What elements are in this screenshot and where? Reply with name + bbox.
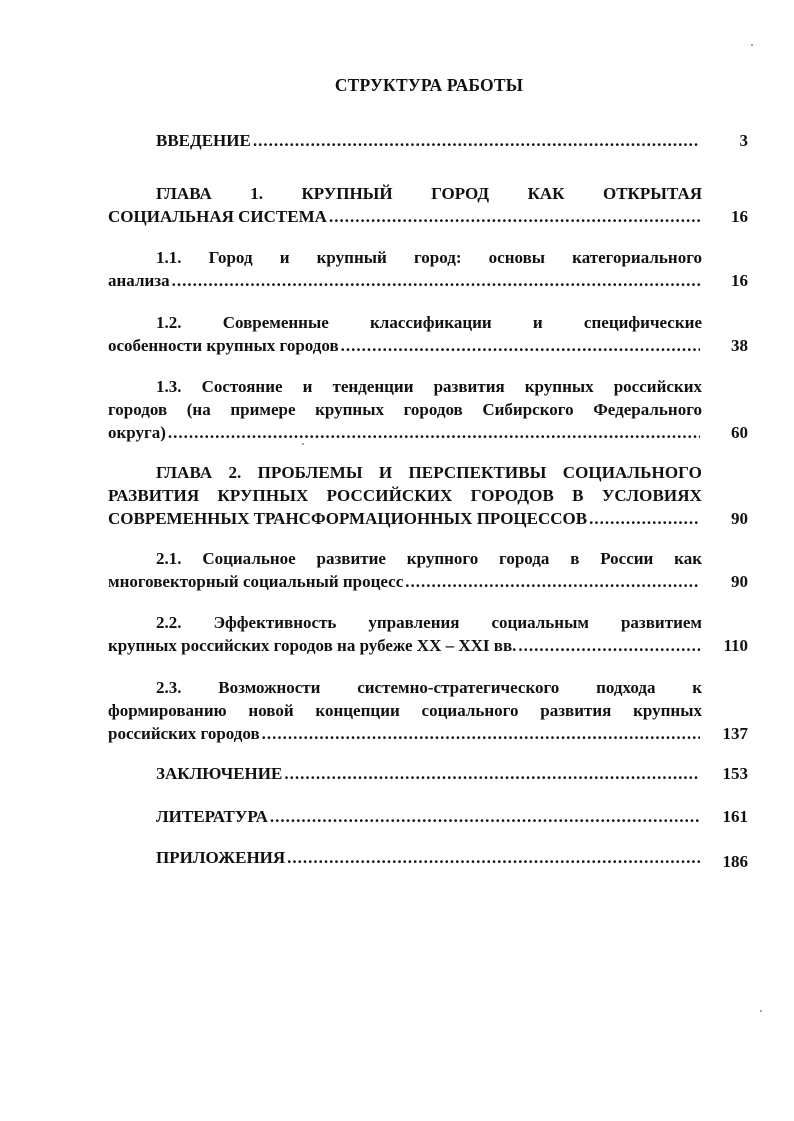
leader-dots (168, 421, 700, 444)
toc-entry-label: ВВЕДЕНИЕ (156, 131, 251, 150)
leader-dots (284, 762, 700, 785)
toc-entry-section-1-1 (108, 246, 748, 292)
toc-entry-line: крупных российских городов на рубеже XX – XXI вв. (108, 636, 517, 655)
toc-page-number: 90 (731, 509, 748, 528)
toc-page-number: 16 (731, 271, 748, 290)
toc-entry-section-2-2 (108, 611, 748, 657)
toc-page-number: 60 (731, 423, 748, 442)
toc-entry-label: ЗАКЛЮЧЕНИЕ (156, 764, 283, 783)
toc-entry-line: городов (на примере крупных городов Сибирского Федерального (108, 400, 702, 419)
toc-entry-line: ГЛАВА 2. ПРОБЛЕМЫ И ПЕРСПЕКТИВЫ СОЦИАЛЬНОГО (156, 463, 702, 482)
toc-entry-section-1-3 (108, 375, 748, 444)
toc-entry-section-2-1 (108, 547, 748, 593)
toc-entry-label: ПРИЛОЖЕНИЯ (156, 848, 286, 867)
toc-page-number: 186 (722, 852, 748, 871)
leader-dots (518, 634, 700, 657)
toc-entry-introduction (108, 129, 748, 152)
leader-dots (589, 507, 700, 530)
toc-entry-line: 1.2. Современные классификации и специфические (156, 313, 702, 332)
leader-dots (405, 570, 700, 593)
toc-entry-line: округа) (108, 423, 166, 442)
toc-entry-line: многовекторный социальный процесс (108, 572, 404, 591)
toc-entry-chapter-1 (108, 182, 748, 228)
toc-entry-appendices (108, 846, 748, 869)
toc-entry-line: особенности крупных городов (108, 336, 339, 355)
scan-speck (302, 443, 304, 445)
leader-dots (329, 205, 700, 228)
toc-entry-line: 2.1. Социальное развитие крупного города в России как (156, 549, 702, 568)
toc-page-number: 16 (731, 207, 748, 226)
leader-dots (253, 129, 700, 152)
leader-dots (270, 805, 700, 828)
toc-entry-label: ЛИТЕРАТУРА (156, 807, 268, 826)
leader-dots (262, 722, 700, 745)
toc-page-number: 110 (723, 636, 748, 655)
leader-dots (287, 846, 700, 869)
toc-entry-line: РАЗВИТИЯ КРУПНЫХ РОССИЙСКИХ ГОРОДОВ В УСЛОВИЯХ (108, 486, 702, 505)
toc-entry-line: формированию новой концепции социального развития крупных (108, 701, 702, 720)
toc-page-number: 38 (731, 336, 748, 355)
toc-page-number: 3 (739, 131, 748, 150)
toc-page-number: 137 (722, 724, 748, 743)
toc-entry-line: ГЛАВА 1. КРУПНЫЙ ГОРОД КАК ОТКРЫТАЯ (156, 184, 702, 203)
toc-entry-line: 1.1. Город и крупный город: основы категориального (156, 248, 702, 267)
toc-entry-conclusion (108, 762, 748, 785)
toc-entry-literature (108, 805, 748, 828)
scan-speck (751, 44, 753, 46)
scan-speck (760, 1010, 762, 1012)
toc-entry-line: 2.2. Эффективность управления социальным развитием (156, 613, 702, 632)
toc-page-number: 161 (722, 807, 748, 826)
leader-dots (172, 269, 700, 292)
toc-entry-section-1-2 (108, 311, 748, 357)
toc-entry-line: 1.3. Состояние и тенденции развития крупных российских (156, 377, 702, 396)
toc-page-number: 153 (722, 764, 748, 783)
leader-dots (341, 334, 700, 357)
toc-entry-line: 2.3. Возможности системно-стратегического подхода к (156, 678, 702, 697)
toc-entry-line: анализа (108, 271, 170, 290)
toc-entry-line: СОВРЕМЕННЫХ ТРАНСФОРМАЦИОННЫХ ПРОЦЕССОВ (108, 509, 588, 528)
toc-entry-chapter-2 (108, 461, 748, 530)
toc-entry-section-2-3 (108, 676, 748, 745)
toc-entry-line: российских городов (108, 724, 260, 743)
toc-page-number: 90 (731, 572, 748, 591)
page-title: СТРУКТУРА РАБОТЫ (334, 75, 524, 95)
toc-entry-line: СОЦИАЛЬНАЯ СИСТЕМА (108, 207, 327, 226)
